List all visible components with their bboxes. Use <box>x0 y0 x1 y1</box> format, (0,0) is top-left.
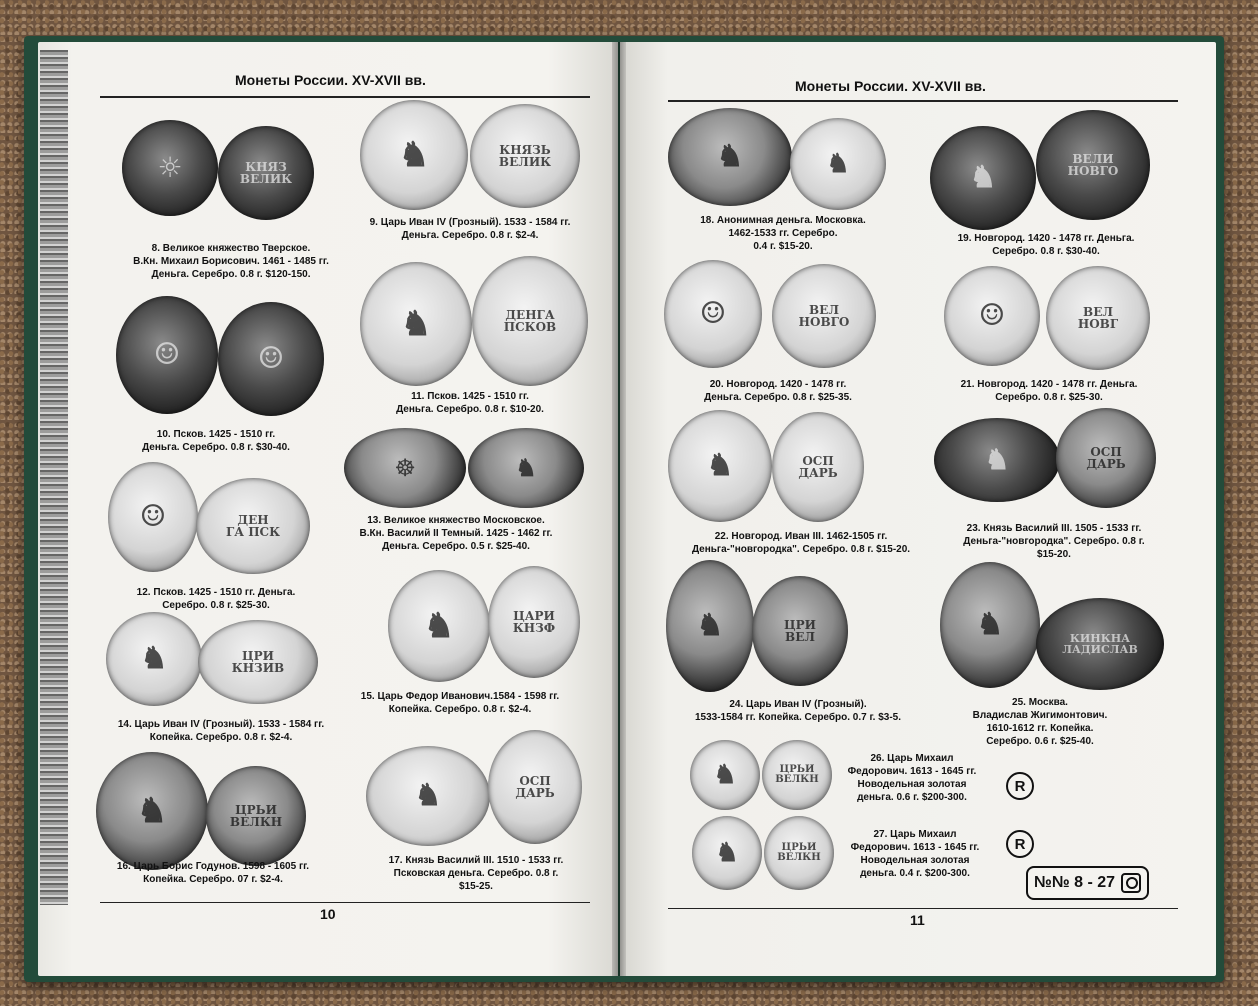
registered-mark-26: R <box>1006 772 1034 800</box>
caption-coin-12: 12. Псков. 1425 - 1510 гг. Деньга. Серебро. 0.8 г. $25-30. <box>136 587 296 611</box>
coin-20-reverse: ВЕЛ НОВГО <box>772 264 876 368</box>
right-footer-rule <box>668 908 1178 909</box>
coin-8-reverse: КНЯЗ ВЕЛИК <box>218 126 314 220</box>
right-header-rule <box>668 100 1178 102</box>
coin-13-obverse: ☸ <box>344 428 466 508</box>
coin-12-reverse: ДЕН ГА ПСК <box>196 478 310 574</box>
coin-22-obverse: ♞ <box>668 410 772 522</box>
caption-coin-10: 10. Псков. 1425 - 1510 гг. Деньга. Серебро. 0.8 г. $30-40. <box>142 429 290 453</box>
coin-18-obverse: ♞ <box>668 108 792 206</box>
coin-24-obverse: ♞ <box>666 560 754 692</box>
left-page-header: Монеты России. XV-XVII вв. <box>235 72 426 88</box>
left-footer-rule <box>100 902 590 903</box>
coin-range-text: №№ 8 - 27 <box>1034 874 1116 891</box>
coin-26-obverse: ♞ <box>690 740 760 810</box>
coin-18-reverse: ♞ <box>790 118 886 210</box>
coin-14-reverse: ЦРИ КНЗИВ <box>198 620 318 704</box>
caption-coin-16: 16. Царь Борис Годунов. 1598 - 1605 гг. Копейка. Серебро. 07 г. $2-4. <box>116 861 310 885</box>
caption-coin-19: 19. Новгород. 1420 - 1478 гг. Деньга. Серебро. 0.8 г. $30-40. <box>957 233 1135 257</box>
coin-26-reverse: ЦРЬИ ВЕЛКН <box>762 740 832 810</box>
book-spine <box>612 42 626 976</box>
coin-17-obverse: ♞ <box>366 746 490 846</box>
coin-11-obverse: ♞ <box>360 262 472 386</box>
coin-27-reverse: ЦРЬИ ВЕЛКН <box>764 816 834 890</box>
coin-23-reverse: ОСП ДАРЬ <box>1056 408 1156 508</box>
coin-11-reverse: ДЕНГА ПСКОВ <box>472 256 588 386</box>
left-page-number: 10 <box>320 906 336 922</box>
caption-coin-14: 14. Царь Иван IV (Грозный). 1533 - 1584 гг. Копейка. Серебро. 0.8 г. $2-4. <box>117 719 325 743</box>
coin-25-reverse: КИНКНА ЛАДИСЛАВ <box>1036 598 1164 690</box>
caption-coin-22: 22. Новгород. Иван III. 1462-1505 гг. Деньга-"новгородка". Серебро. 0.8 г. $15-20. <box>691 531 911 555</box>
left-header-rule <box>100 96 590 98</box>
registered-mark-27: R <box>1006 830 1034 858</box>
caption-coin-17: 17. Князь Василий III. 1510 - 1533 гг. Псковская деньга. Серебро. 0.8 г. $15-25. <box>388 855 564 892</box>
caption-coin-21: 21. Новгород. 1420 - 1478 гг. Деньга. Серебро. 0.8 г. $25-30. <box>960 379 1138 403</box>
coin-16-obverse: ♞ <box>96 752 208 870</box>
coin-21-obverse: ☺ <box>944 266 1040 366</box>
caption-coin-18: 18. Анонимная деньга. Московка. 1462-1533 гг. Серебро. 0.4 г. $15-20. <box>700 215 866 252</box>
coin-15-reverse: ЦАРИ КНЗФ <box>488 566 580 678</box>
coin-22-reverse: ОСП ДАРЬ <box>772 412 864 522</box>
coin-17-reverse: ОСП ДАРЬ <box>488 730 582 844</box>
caption-coin-8: 8. Великое княжество Тверское. В.Кн. Михаил Борисович. 1461 - 1485 гг. Деньга. Серебро. 0.8 г. $120-150. <box>133 243 329 280</box>
coin-23-obverse: ♞ <box>934 418 1060 502</box>
caption-coin-24: 24. Царь Иван IV (Грозный). 1533-1584 гг. Копейка. Серебро. 0.7 г. $3-5. <box>694 699 902 723</box>
coin-20-obverse: ☺ <box>664 260 762 368</box>
coin-25-obverse: ♞ <box>940 562 1040 688</box>
caption-coin-27: 27. Царь Михаил Федорович. 1613 - 1645 гг. Новодельная золотая деньга. 0.4 г. $200-300. <box>850 829 980 879</box>
coin-8-obverse: ☼ <box>122 120 218 216</box>
coin-21-reverse: ВЕЛ НОВГ <box>1046 266 1150 370</box>
caption-coin-26: 26. Царь Михаил Федорович. 1613 - 1645 гг. Новодельная золотая деньга. 0.6 г. $200-300. <box>847 753 977 803</box>
coin-24-reverse: ЦРИ ВЕЛ <box>752 576 848 686</box>
coin-9-reverse: КНЯЗЬ ВЕЛИК <box>470 104 580 208</box>
coin-19-reverse: ВЕЛИ НОВГО <box>1036 110 1150 220</box>
caption-coin-25: 25. Москва. Владислав Жигимонтович. 1610-1612 гг. Копейка. Серебро. 0.6 г. $25-40. <box>972 697 1108 747</box>
coin-27-obverse: ♞ <box>692 816 762 890</box>
page-edge-illustration <box>40 50 68 905</box>
coin-14-obverse: ♞ <box>106 612 202 706</box>
magnifier-icon <box>1121 873 1141 893</box>
caption-coin-11: 11. Псков. 1425 - 1510 гг. Деньга. Серебро. 0.8 г. $10-20. <box>396 391 544 415</box>
coin-range-badge <box>1026 866 1149 900</box>
coin-19-obverse: ♞ <box>930 126 1036 230</box>
coin-10-obverse: ☺ <box>116 296 218 414</box>
right-page-header: Монеты России. XV-XVII вв. <box>795 78 986 94</box>
coin-12-obverse: ☺ <box>108 462 198 572</box>
right-page-number: 11 <box>910 912 925 928</box>
coin-13-reverse: ♞ <box>468 428 584 508</box>
coin-15-obverse: ♞ <box>388 570 490 682</box>
coin-10-reverse: ☺ <box>218 302 324 416</box>
caption-coin-13: 13. Великое княжество Московское. В.Кн. Василий II Темный. 1425 - 1462 гг. Деньга. Серебро. 0.5 г. $25-40. <box>359 515 553 552</box>
coin-9-obverse: ♞ <box>360 100 468 210</box>
caption-coin-9: 9. Царь Иван IV (Грозный). 1533 - 1584 гг. Деньга. Серебро. 0.8 г. $2-4. <box>369 217 571 241</box>
caption-coin-15: 15. Царь Федор Иванович.1584 - 1598 гг. Копейка. Серебро. 0.8 г. $2-4. <box>360 691 560 715</box>
coin-16-reverse: ЦРЬИ ВЕЛКН <box>206 766 306 866</box>
caption-coin-23: 23. Князь Василий III. 1505 - 1533 гг. Деньга-"новгородка". Серебро. 0.8 г. $15-20. <box>963 523 1145 560</box>
caption-coin-20: 20. Новгород. 1420 - 1478 гг. Деньга. Серебро. 0.8 г. $25-35. <box>704 379 852 403</box>
